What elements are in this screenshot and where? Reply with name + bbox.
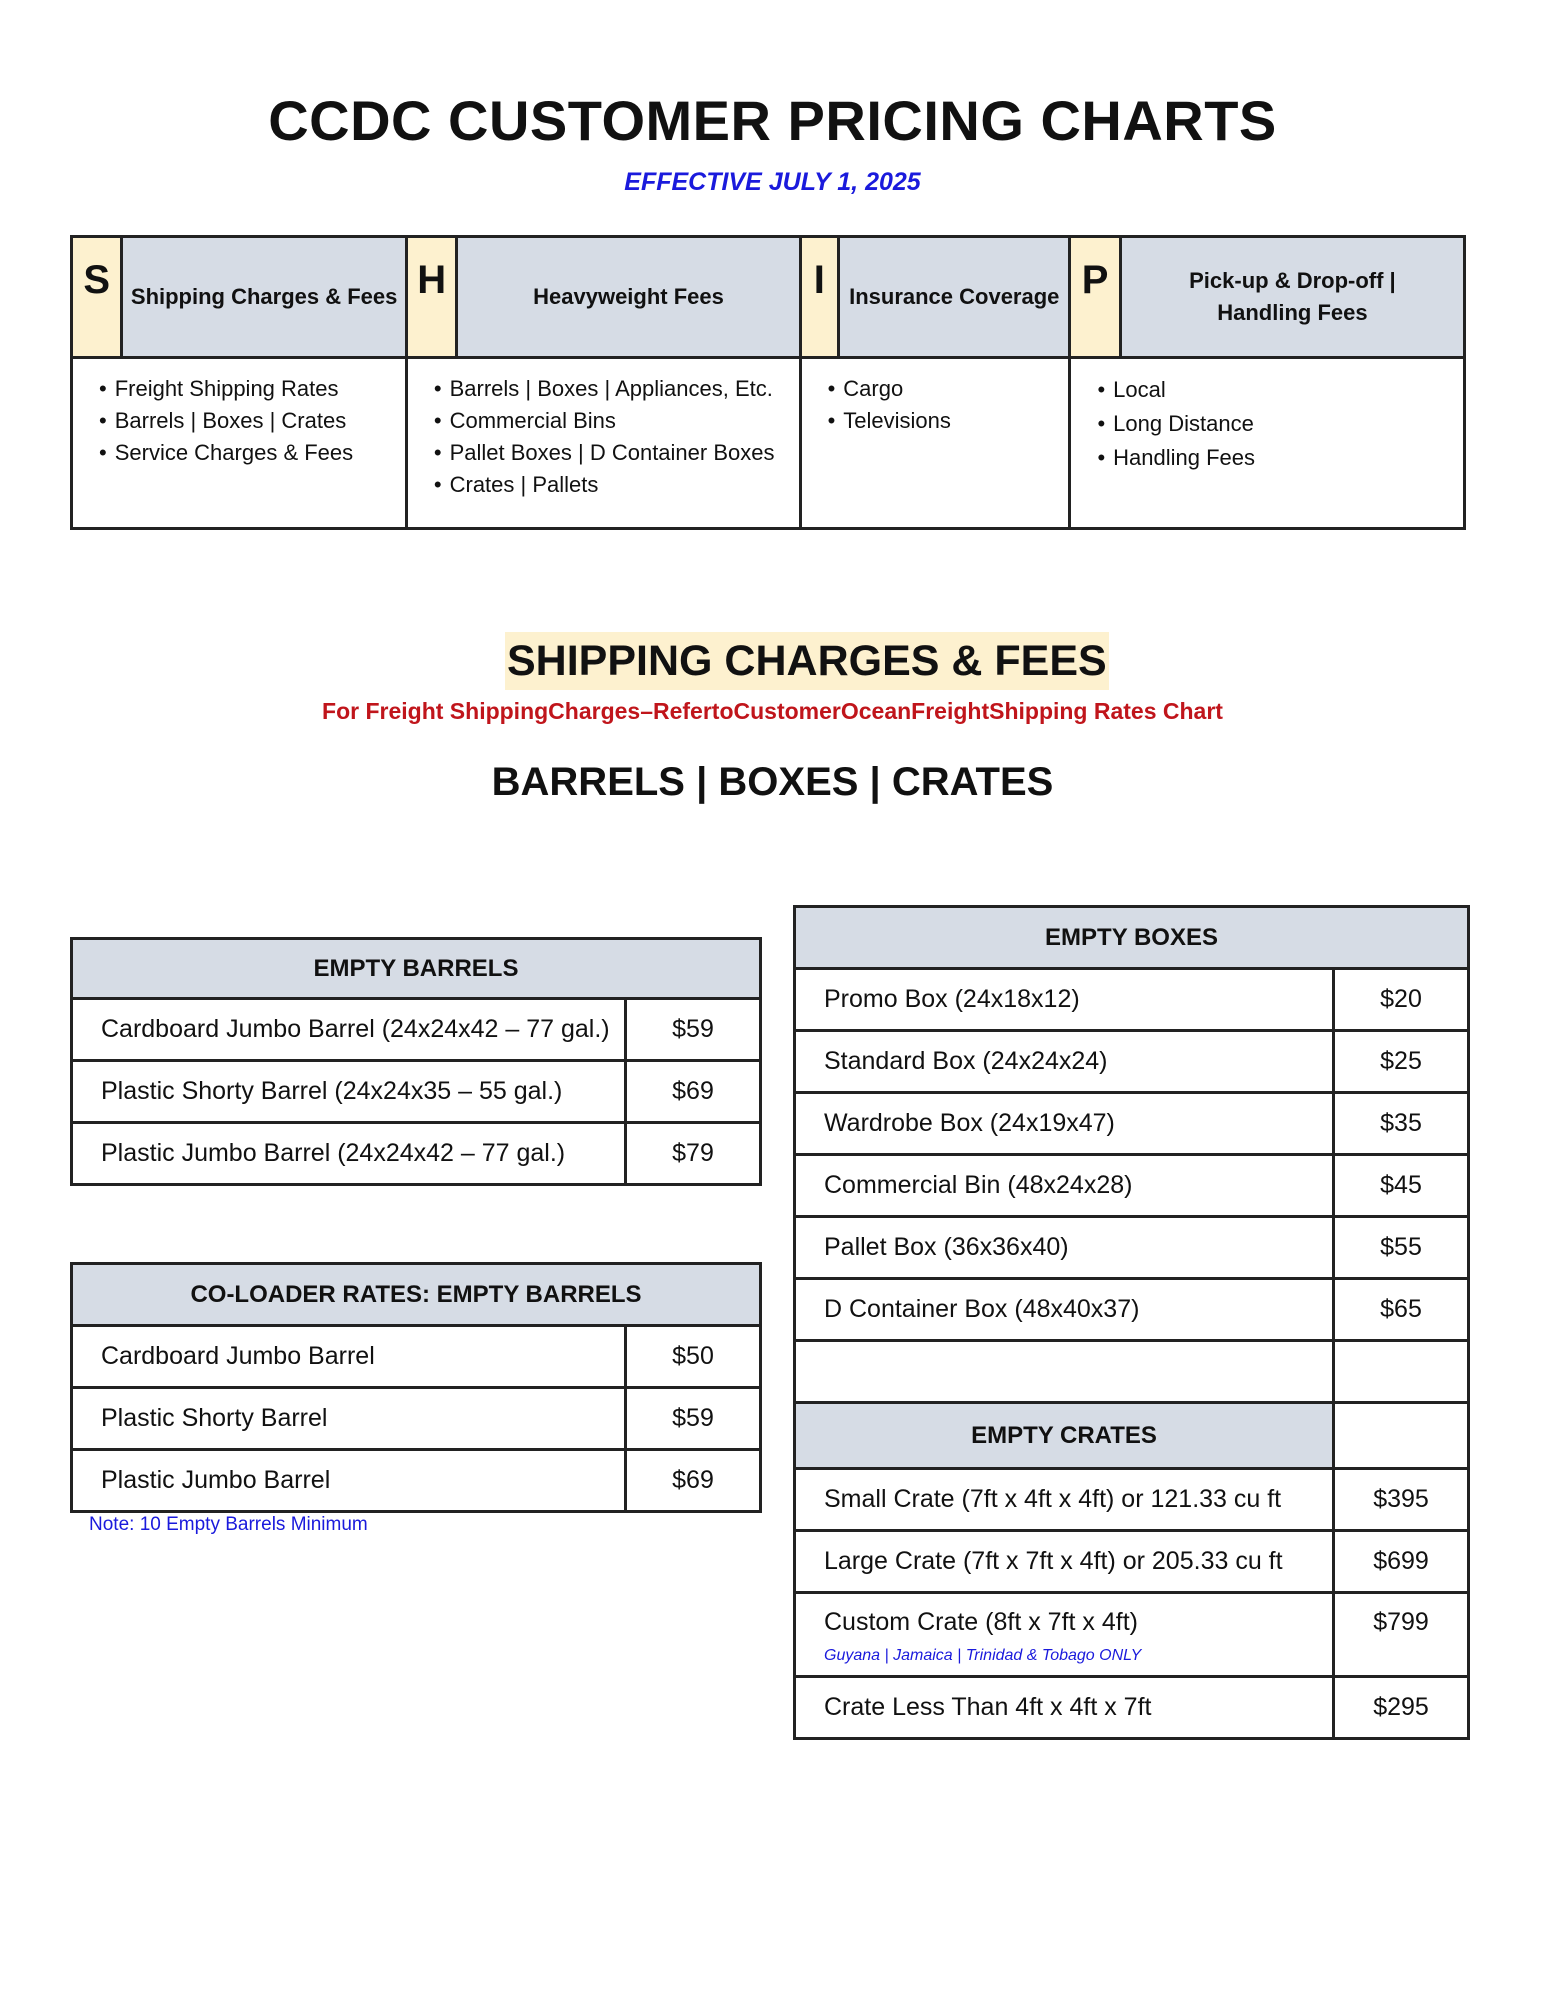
item-name: Pallet Box (36x36x40): [795, 1217, 1334, 1279]
section-title: SHIPPING CHARGES & FEES: [505, 632, 1109, 690]
list-item: • Commercial Bins: [434, 405, 799, 437]
legend-body-heavyweight: [406, 358, 800, 529]
table-row: [795, 1593, 1469, 1677]
list-item: • Televisions: [828, 405, 1069, 437]
item-price: $59: [626, 999, 761, 1061]
table-row: [72, 1123, 761, 1185]
item-price: $50: [626, 1326, 761, 1388]
item-price: $45: [1334, 1155, 1469, 1217]
table-row: [795, 1469, 1469, 1531]
item-name: Commercial Bin (48x24x28): [795, 1155, 1334, 1217]
list-item: • Service Charges & Fees: [99, 437, 405, 469]
empty-row: [795, 1341, 1469, 1403]
coloader-note: Note: 10 Empty Barrels Minimum: [89, 1514, 368, 1535]
item-name: Small Crate (7ft x 4ft x 4ft) or 121.33 cu ft: [795, 1469, 1334, 1531]
list-item: • Crates | Pallets: [434, 469, 799, 501]
legend-title-pickup: Pick-up & Drop-off | Handling Fees: [1120, 237, 1464, 358]
table-row: [795, 1677, 1469, 1739]
item-price: $69: [626, 1450, 761, 1512]
legend-title-heavyweight: Heavyweight Fees: [457, 237, 800, 358]
item-price: $799: [1334, 1593, 1469, 1677]
crate-region-note: Guyana | Jamaica | Trinidad & Tobago ONLY: [824, 1647, 1142, 1664]
table-row: [795, 969, 1469, 1031]
item-price: $295: [1334, 1677, 1469, 1739]
item-name: Wardrobe Box (24x19x47): [795, 1093, 1334, 1155]
item-name: Large Crate (7ft x 7ft x 4ft) or 205.33 cu ft: [795, 1531, 1334, 1593]
table-row: [72, 1388, 761, 1450]
table-header: CO-LOADER RATES: EMPTY BARRELS: [72, 1264, 761, 1326]
item-price: $25: [1334, 1031, 1469, 1093]
legend-letter-p: P: [1070, 237, 1120, 358]
table-header: EMPTY BOXES: [795, 907, 1469, 969]
item-name-cell: [795, 1593, 1334, 1677]
item-price: $65: [1334, 1279, 1469, 1341]
table-row: [72, 1326, 761, 1388]
list-item: • Cargo: [828, 373, 1069, 405]
table-row: [72, 999, 761, 1061]
table-row: [72, 1450, 761, 1512]
effective-date: EFFECTIVE JULY 1, 2025: [624, 168, 921, 196]
empty-barrels-table: [70, 937, 762, 1186]
list-item: • Long Distance: [1097, 407, 1463, 441]
item-name: Promo Box (24x18x12): [795, 969, 1334, 1031]
legend-letter-i: I: [800, 237, 839, 358]
item-price: $59: [626, 1388, 761, 1450]
item-name: Crate Less Than 4ft x 4ft x 7ft: [795, 1677, 1334, 1739]
legend-body-shipping: [72, 358, 407, 529]
crates-header: EMPTY CRATES: [795, 1403, 1334, 1469]
page-title: CCDC CUSTOMER PRICING CHARTS: [268, 89, 1277, 152]
legend-letter-h: H: [406, 237, 457, 358]
table-header: EMPTY BARRELS: [72, 939, 761, 999]
legend-letter-s: S: [72, 237, 122, 358]
empty-cell: [1334, 1341, 1469, 1403]
legend-title-insurance: Insurance Coverage: [839, 237, 1070, 358]
table-row: [795, 1155, 1469, 1217]
list-item: • Handling Fees: [1097, 441, 1463, 475]
item-name: Plastic Shorty Barrel (24x24x35 – 55 gal.): [72, 1061, 626, 1123]
item-name: Cardboard Jumbo Barrel: [72, 1326, 626, 1388]
item-price: $79: [626, 1123, 761, 1185]
table-row: [795, 1093, 1469, 1155]
table-row: [795, 1531, 1469, 1593]
item-name: Plastic Shorty Barrel: [72, 1388, 626, 1450]
legend-title-shipping: Shipping Charges & Fees: [122, 237, 407, 358]
item-name: D Container Box (48x40x37): [795, 1279, 1334, 1341]
item-price: $699: [1334, 1531, 1469, 1593]
list-item: • Barrels | Boxes | Appliances, Etc.: [434, 373, 799, 405]
item-name: Standard Box (24x24x24): [795, 1031, 1334, 1093]
table-row: [795, 1279, 1469, 1341]
section-heading: BARRELS | BOXES | CRATES: [491, 760, 1054, 804]
coloader-table: [70, 1262, 762, 1513]
item-price: $55: [1334, 1217, 1469, 1279]
table-row: [795, 1031, 1469, 1093]
item-price: $69: [626, 1061, 761, 1123]
item-price: $35: [1334, 1093, 1469, 1155]
list-item: • Local: [1097, 373, 1463, 407]
list-item: • Freight Shipping Rates: [99, 373, 405, 405]
item-name: Cardboard Jumbo Barrel (24x24x42 – 77 gal.): [72, 999, 626, 1061]
item-name: Plastic Jumbo Barrel (24x24x42 – 77 gal.): [72, 1123, 626, 1185]
empty-cell: [1334, 1403, 1469, 1469]
item-name: Custom Crate (8ft x 7ft x 4ft): [824, 1608, 1138, 1636]
legend-body-insurance: [800, 358, 1070, 529]
list-item: • Barrels | Boxes | Crates: [99, 405, 405, 437]
table-row: [72, 1061, 761, 1123]
list-item: • Pallet Boxes | D Container Boxes: [434, 437, 799, 469]
item-price: $395: [1334, 1469, 1469, 1531]
ship-legend-table: [70, 235, 1466, 530]
empty-cell: [795, 1341, 1334, 1403]
item-name: Plastic Jumbo Barrel: [72, 1450, 626, 1512]
table-row: [795, 1217, 1469, 1279]
legend-body-pickup: [1070, 358, 1465, 529]
item-price: $20: [1334, 969, 1469, 1031]
boxes-crates-table: [793, 905, 1470, 1740]
section-subtitle: For Freight ShippingCharges–RefertoCustomerOceanFreightShipping Rates Chart: [322, 698, 1223, 724]
